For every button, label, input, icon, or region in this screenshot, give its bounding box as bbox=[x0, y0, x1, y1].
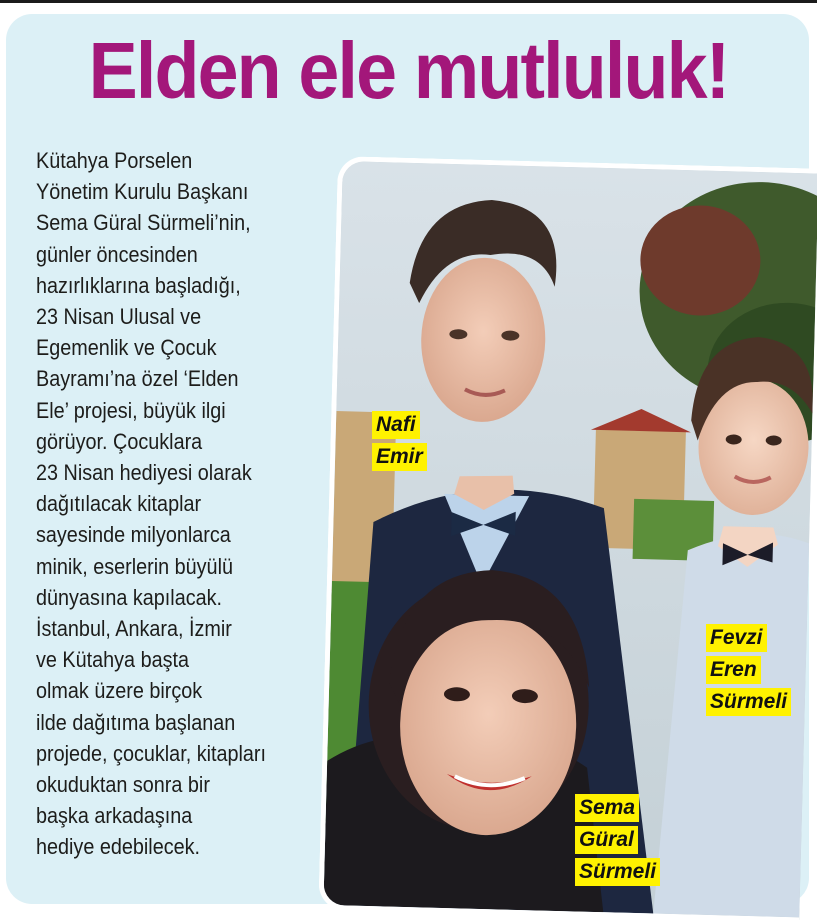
headline: Elden ele mutluluk! bbox=[88, 26, 729, 115]
family-photo bbox=[318, 156, 817, 922]
label-sema-line2: Güral bbox=[575, 826, 638, 854]
label-nafi-line2: Emir bbox=[372, 443, 427, 471]
label-fevzi-line3: Sürmeli bbox=[706, 688, 791, 716]
label-sema-line1: Sema bbox=[575, 794, 639, 822]
label-fevzi-line2: Eren bbox=[706, 656, 761, 684]
label-sema-line3: Sürmeli bbox=[575, 858, 660, 886]
label-nafi-line1: Nafi bbox=[372, 411, 420, 439]
article-body: Kütahya Porselen Yönetim Kurulu Başkanı Sema Güral Sürmeli’nin, günler öncesinden hazırlıklarına başladığı, 23 Nisan Ulusal ve Egemenlik ve Çocuk Bayramı’na özel ‘Elden Ele’ projesi, büyük ilgi görüyor. Çocuklara 23 Nisan hediyesi olarak dağıtılacak kitaplar sayesinde milyonlarca minik, eserlerin büyülü dünyasına kapılacak. İstanbul, Ankara, İzmir ve Kütahya başta olmak üzere birçok ilde dağıtıma başlanan projede, çocuklar, kitapları okuduktan sonra bir başka arkadaşına hediye edebilecek. bbox=[36, 148, 267, 860]
top-rule bbox=[0, 0, 817, 3]
family-photo-illustration bbox=[323, 161, 817, 917]
label-fevzi-line1: Fevzi bbox=[706, 624, 767, 652]
